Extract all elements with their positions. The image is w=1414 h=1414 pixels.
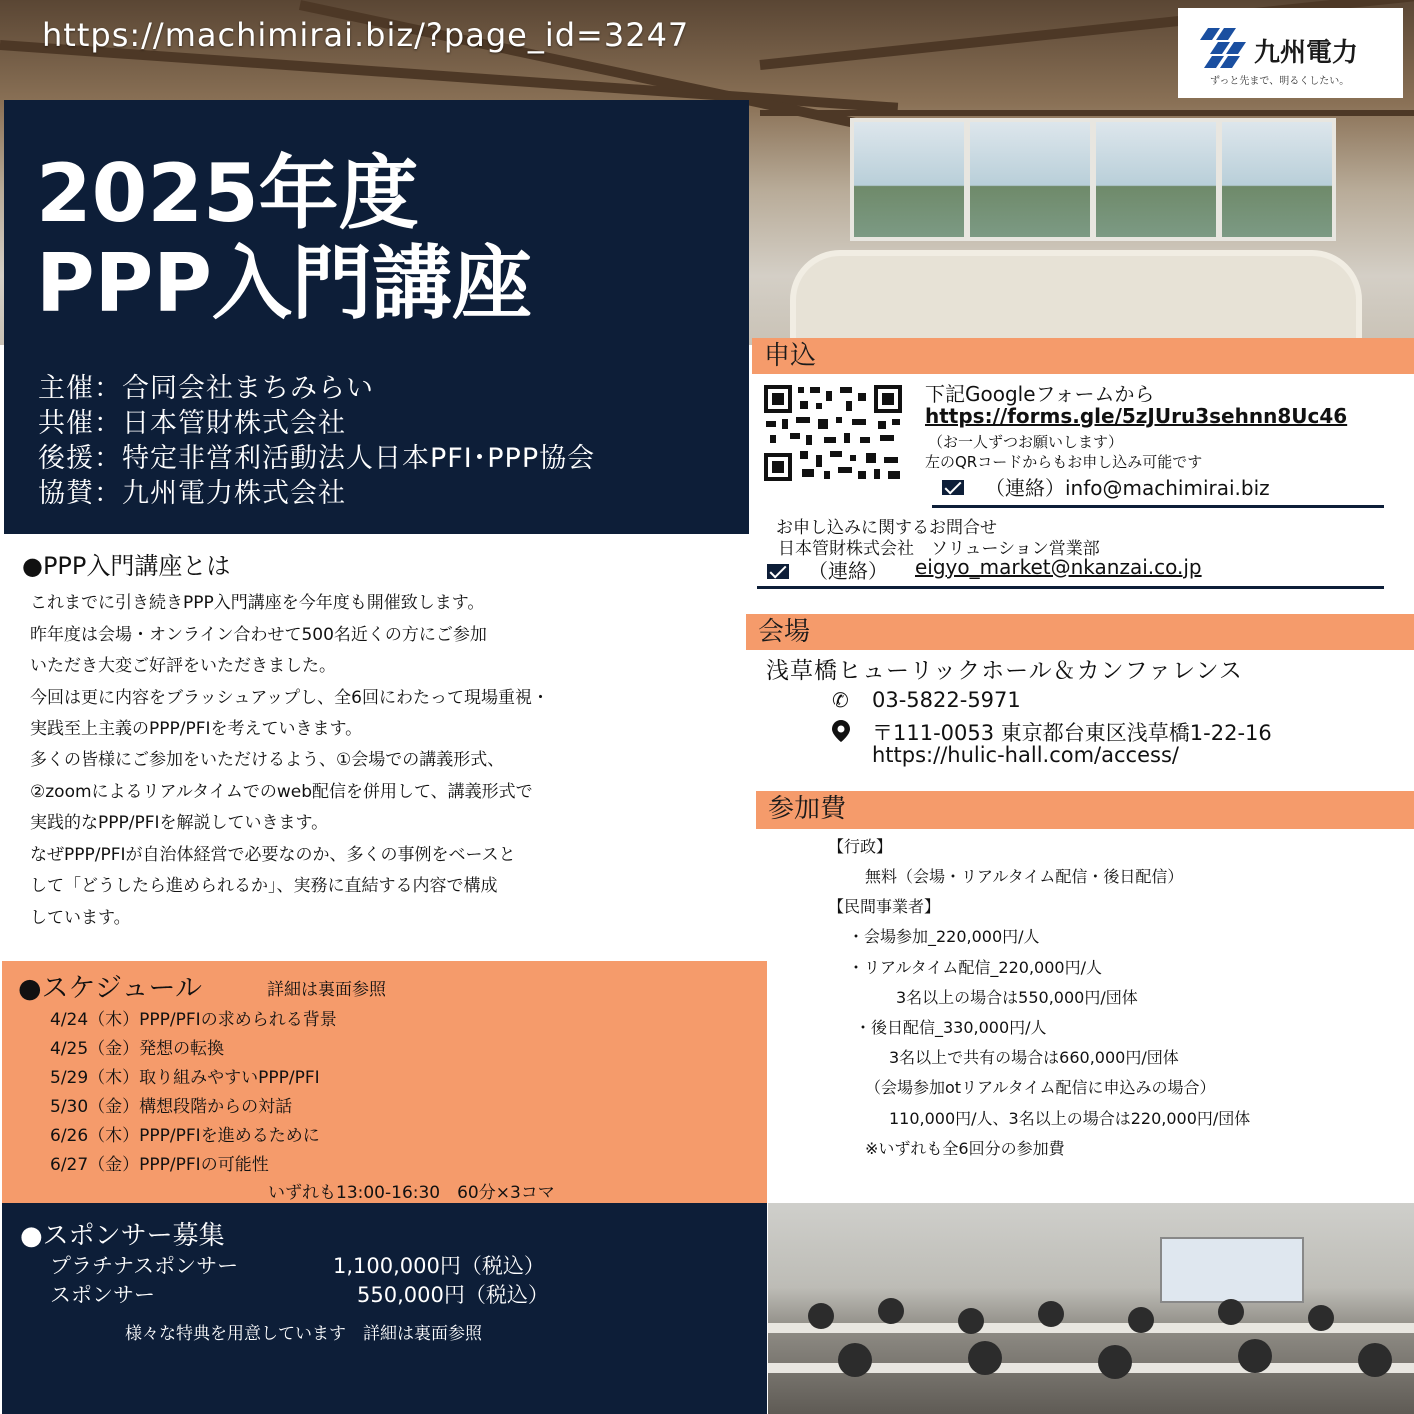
inquiry-org: 日本管財株式会社 ソリューション営業部 (778, 539, 1100, 559)
venue-url[interactable]: https://hulic-hall.com/access/ (872, 743, 1179, 767)
apply-contact[interactable]: （連絡）info@machimirai.biz (985, 476, 1270, 500)
venue-name: 浅草橋ヒューリックホール＆カンファレンス (766, 658, 1243, 684)
page-title-year: 2025年度 (36, 147, 419, 240)
sponsor-note: 様々な特典を用意しています 詳細は裏面参照 (125, 1324, 482, 1344)
fee-line: （会場参加otリアルタイム配信に申込みの場合） (865, 1078, 1216, 1097)
kyuden-logo-icon (1198, 26, 1250, 70)
about-line: なぜPPP/PFIが自治体経営で必要なのか、多くの事例をベースと (30, 845, 516, 865)
schedule-item: 4/24（木）PPP/PFIの求められる背景 (50, 1010, 337, 1030)
divider (757, 586, 1384, 589)
fee-line: 無料（会場・リアルタイム配信・後日配信） (865, 867, 1184, 886)
phone-icon: ✆ (832, 688, 849, 712)
about-heading: ●PPP入門講座とは (22, 552, 231, 580)
apply-qr-note: 左のQRコードからもお申し込み可能です (925, 453, 1203, 471)
sponsor-tier-label: プラチナスポンサー (50, 1254, 239, 1278)
venue-phone[interactable]: 03-5822-5971 (872, 688, 1021, 712)
about-line: いただき大変ご好評をいただきました。 (30, 656, 336, 676)
google-form-link[interactable]: https://forms.gle/5zJUru3sehnn8Uc46 (925, 404, 1348, 428)
venue-heading: 会場 (746, 614, 1414, 650)
about-line: 昨年度は会場・オンライン合わせて500名近くの方にご参加 (30, 625, 487, 645)
seminar-photo (768, 1203, 1414, 1414)
sponsor-tier-price: 1,100,000円（税込） (333, 1254, 545, 1278)
logo-tagline: ずっと先まで、明るくしたい。 (1210, 76, 1350, 87)
schedule-item: 4/25（金）発想の転換 (50, 1039, 225, 1059)
about-line: 多くの皆様にご参加をいただけるよう、①会場での講義形式、 (30, 750, 505, 770)
fee-line: 110,000円/人、3名以上の場合は220,000円/団体 (889, 1109, 1251, 1128)
fee-line: 【行政】 (828, 837, 893, 856)
logo-name: 九州電力 (1254, 38, 1359, 68)
sponsor-tier-price: 550,000円（税込） (357, 1283, 549, 1307)
apply-note: （お一人ずつお願いします） (928, 433, 1124, 451)
about-line: 実践至上主義のPPP/PFIを考えていきます。 (30, 719, 363, 739)
inquiry-title: お申し込みに関するお問合せ (776, 518, 997, 538)
organizer-sponsor: 協賛：九州電力株式会社 (38, 478, 346, 509)
fee-heading: 参加費 (756, 791, 1414, 829)
about-line: 実践的なPPP/PFIを解説していきます。 (30, 813, 329, 833)
mail-icon (942, 480, 964, 495)
apply-heading: 申込 (752, 338, 1414, 374)
organizer-cohost: 共催：日本管財株式会社 (38, 408, 346, 439)
organizer-host: 主催：合同会社まちみらい (38, 373, 374, 404)
schedule-item: 6/26（木）PPP/PFIを進めるために (50, 1126, 320, 1146)
fee-line: 【民間事業者】 (828, 897, 941, 916)
about-line: しています。 (30, 908, 131, 928)
about-line: して「どうしたら進められるか」、実務に直結する内容で構成 (30, 876, 498, 896)
page-url[interactable]: https://machimirai.biz/?page_id=3247 (42, 16, 690, 54)
schedule-item: 5/29（木）取り組みやすいPPP/PFI (50, 1068, 320, 1088)
schedule-time: いずれも13:00-16:30 60分×3コマ (268, 1183, 555, 1203)
about-line: 今回は更に内容をブラッシュアップし、全6回にわたって現場重視・ (30, 688, 549, 708)
fee-line: 3名以上の場合は550,000円/団体 (896, 988, 1138, 1007)
inquiry-email[interactable]: eigyo_market@nkanzai.co.jp (915, 555, 1202, 579)
inquiry-contact-label: （連絡） (808, 559, 888, 583)
page-title: PPP入門講座 (36, 237, 532, 330)
qr-code-icon[interactable] (762, 383, 904, 483)
sponsor-tier-label: スポンサー (50, 1283, 155, 1307)
fee-line: ※いずれも全6回分の参加費 (865, 1139, 1065, 1158)
divider (932, 505, 1384, 508)
apply-instruction: 下記Googleフォームから (925, 382, 1155, 406)
mail-icon (767, 564, 789, 579)
fee-line: ・リアルタイム配信_220,000円/人 (848, 958, 1102, 977)
schedule-note: 詳細は裏面参照 (267, 980, 386, 1000)
about-line: ②zoomによるリアルタイムでのweb配信を併用して、講義形式で (30, 782, 533, 802)
schedule-heading: ●スケジュール (18, 973, 202, 1004)
fee-line: 3名以上で共有の場合は660,000円/団体 (889, 1048, 1179, 1067)
about-line: これまでに引き続きPPP入門講座を今年度も開催致します。 (30, 593, 485, 613)
location-pin-icon (832, 720, 850, 742)
venue-address: 〒111-0053 東京都台東区浅草橋1-22-16 (872, 721, 1272, 745)
schedule-item: 6/27（金）PPP/PFIの可能性 (50, 1155, 269, 1175)
schedule-item: 5/30（金）構想段階からの対話 (50, 1097, 293, 1117)
fee-line: ・後日配信_330,000円/人 (855, 1018, 1047, 1037)
fee-line: ・会場参加_220,000円/人 (848, 927, 1040, 946)
sponsor-heading: ●スポンサー募集 (20, 1221, 225, 1251)
organizer-support: 後援：特定非営利活動法人日本PFI･PPP協会 (38, 443, 596, 474)
